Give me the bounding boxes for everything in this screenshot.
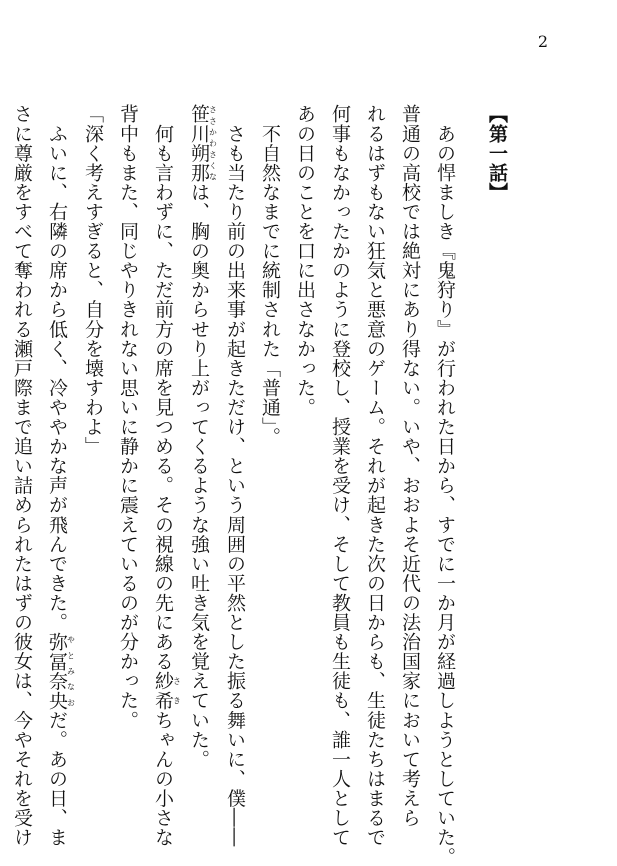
paragraph-line: 背中もまた、同じやりきれない思いに静かに震えているのが分かった。 (117, 104, 139, 730)
page-number: 2 (537, 32, 549, 51)
paragraph-line (145, 104, 182, 847)
name-saki: 紗希さき (152, 670, 182, 711)
ruby-saki: さき (172, 670, 182, 711)
chapter-title: 【第一話】 (486, 104, 508, 202)
paragraph-line: さに尊厳をすべて奪われる瀬戸際まで追い詰められたはずの彼女は、今やそれを受け (11, 104, 33, 847)
ruby-yatomi-nao: やとみなお (66, 631, 76, 711)
paragraph-line: れるはずもない狂気と悪意のゲーム。それが起きた次の日からも、生徒たちはまるで (364, 104, 386, 847)
paragraph-line: あの悍ましき『鬼狩り』が行われた日から、すでに一か月が経過しようとしていた。 (434, 104, 456, 866)
paragraph-line: さも当たり前の出来事が起きただけ、という周囲の平然とした振る舞いに、僕―― (224, 104, 246, 847)
paragraph-line: 「深く考えすぎると、自分を壊すわよ」 (82, 104, 104, 456)
body-text (11, 104, 514, 866)
paragraph-line (181, 104, 217, 804)
paragraph-line: 不自然なまでに統制された「普通」。 (259, 104, 281, 447)
name-yatomi-nao: 弥冨奈央やとみなお (46, 631, 76, 711)
paragraph-line: 普通の高校では絶対にあり得ない。いや、おおよそ近代の法治国家において考えら (399, 104, 421, 828)
paragraph-line (39, 104, 76, 847)
name-sasakawa-sakuna: 笹川朔那ささかわさくな (188, 104, 218, 183)
paragraph-text: は、胸の奥からせり上がってくるような強い吐き気を覚えていた。 (188, 182, 210, 769)
paragraph-text: ふいに、右隣の席から低く、冷ややかな声が飛んできた。 (46, 104, 68, 632)
paragraph-line: あの日のことを口に出さなかった。 (294, 104, 316, 417)
paragraph-text: ちゃんの小さな (152, 710, 174, 847)
paragraph-text: だ。あの日、ま (46, 710, 68, 847)
ruby-sasakawa-sakuna: ささかわさくな (208, 104, 218, 183)
paragraph-line (0, 104, 4, 804)
paragraph-line: 何事もなかったかのように登校し、授業を受け、そして教員も生徒も、誰一人として (329, 104, 351, 847)
paragraph-text: 何も言わずに、ただ前方の席を見つめる。その視線の先にある (152, 104, 174, 671)
